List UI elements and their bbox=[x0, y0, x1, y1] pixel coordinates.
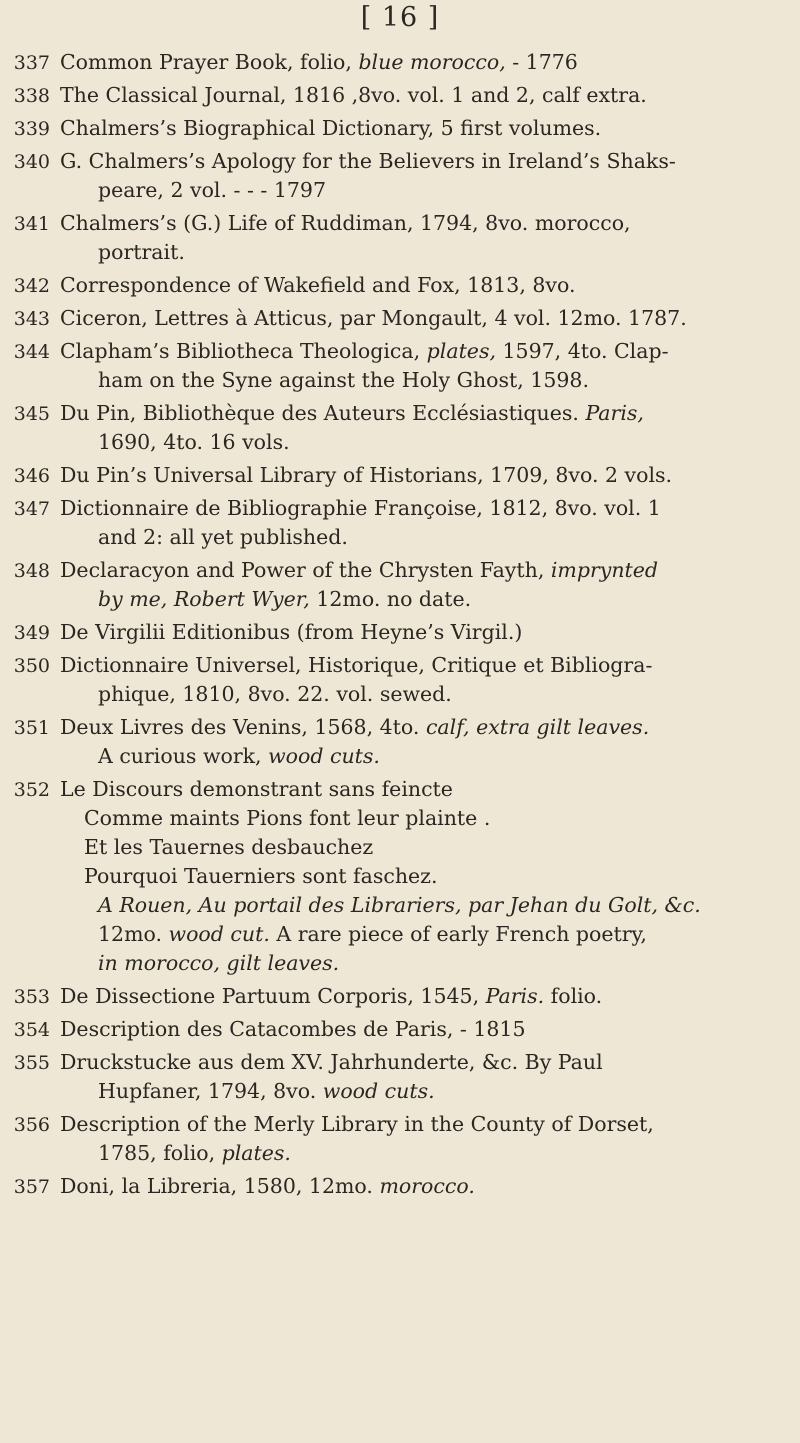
lot-number: 340 bbox=[13, 151, 50, 173]
lot-number: 346 bbox=[13, 465, 50, 487]
catalogue-entry bbox=[0, 1172, 800, 1201]
entry-description bbox=[60, 1048, 790, 1106]
catalogue-entry bbox=[0, 618, 800, 647]
entry-line: Du Pin’s Universal Library of Historians, 1709, 8vo. 2 vols. bbox=[60, 463, 673, 487]
entry-line: by me, Robert Wyer, 12mo. no date. bbox=[98, 587, 472, 611]
entry-line: in morocco, gilt leaves. bbox=[98, 951, 340, 975]
entry-line: Et les Tauernes desbauchez bbox=[84, 835, 374, 859]
entry-description bbox=[60, 982, 790, 1011]
entry-line: Deux Livres des Venins, 1568, 4to. calf, extra gilt leaves. bbox=[60, 715, 650, 739]
lot-number: 350 bbox=[13, 655, 50, 677]
lot-number: 344 bbox=[13, 341, 50, 363]
lot-number: 347 bbox=[13, 498, 50, 520]
entry-description bbox=[60, 271, 790, 300]
entry-line: Dictionnaire de Bibliographie Françoise, 1812, 8vo. vol. 1 bbox=[60, 496, 661, 520]
lot-number: 351 bbox=[13, 717, 50, 739]
catalogue-entry bbox=[0, 399, 800, 457]
entry-line: A curious work, wood cuts. bbox=[98, 744, 380, 768]
entry-description bbox=[60, 494, 790, 552]
catalogue-entry bbox=[0, 1015, 800, 1044]
lot-number: 343 bbox=[13, 308, 50, 330]
entry-line: Pourquoi Tauerniers sont faschez. bbox=[84, 864, 438, 888]
catalogue-entry bbox=[0, 337, 800, 395]
entry-line: De Dissectione Partuum Corporis, 1545, Paris. folio. bbox=[60, 984, 603, 1008]
entry-line: Correspondence of Wakefield and Fox, 1813, 8vo. bbox=[60, 273, 576, 297]
lot-number: 338 bbox=[13, 85, 50, 107]
entry-description bbox=[60, 713, 790, 771]
catalogue-entry bbox=[0, 651, 800, 709]
entry-line: Le Discours demonstrant sans feincte bbox=[60, 777, 453, 801]
catalogue-entry bbox=[0, 775, 800, 978]
lot-number: 355 bbox=[13, 1052, 50, 1074]
entry-line: Hupfaner, 1794, 8vo. wood cuts. bbox=[98, 1079, 435, 1103]
entry-description bbox=[60, 81, 790, 110]
entry-line: Dictionnaire Universel, Historique, Critique et Bibliogra- bbox=[60, 653, 653, 677]
entry-line: Doni, la Libreria, 1580, 12mo. morocco. bbox=[60, 1174, 475, 1198]
entry-line: G. Chalmers’s Apology for the Believers in Ireland’s Shaks- bbox=[60, 149, 676, 173]
entry-description bbox=[60, 399, 790, 457]
catalogue-entry bbox=[0, 271, 800, 300]
catalogue-entry bbox=[0, 48, 800, 77]
entry-line: 12mo. wood cut. A rare piece of early French poetry, bbox=[98, 922, 647, 946]
entry-line: peare, 2 vol. - - - 1797 bbox=[98, 178, 327, 202]
entry-line: Common Prayer Book, folio, blue morocco, - 1776 bbox=[60, 50, 578, 74]
lot-number: 341 bbox=[13, 213, 50, 235]
entry-line: and 2: all yet published. bbox=[98, 525, 348, 549]
entry-line: phique, 1810, 8vo. 22. vol. sewed. bbox=[98, 682, 452, 706]
entry-line: Declaracyon and Power of the Chrysten Fayth, imprynted bbox=[60, 558, 659, 582]
lot-number: 348 bbox=[13, 560, 50, 582]
catalogue-entry bbox=[0, 713, 800, 771]
entry-description bbox=[60, 304, 790, 333]
entry-line: Description des Catacombes de Paris, - 1815 bbox=[60, 1017, 526, 1041]
entry-line: 1690, 4to. 16 vols. bbox=[98, 430, 290, 454]
catalogue-entry bbox=[0, 461, 800, 490]
lot-number: 349 bbox=[13, 622, 50, 644]
entry-line: Clapham’s Bibliotheca Theologica, plates, 1597, 4to. Clap- bbox=[60, 339, 669, 363]
catalogue-entry bbox=[0, 982, 800, 1011]
lot-number: 357 bbox=[13, 1176, 50, 1198]
entry-description bbox=[60, 461, 790, 490]
entry-description bbox=[60, 775, 790, 978]
entry-description bbox=[60, 209, 790, 267]
lot-number: 352 bbox=[13, 779, 50, 801]
entry-line: The Classical Journal, 1816 ,8vo. vol. 1 and 2, calf extra. bbox=[60, 83, 647, 107]
entry-description bbox=[60, 147, 790, 205]
lot-number: 353 bbox=[13, 986, 50, 1008]
entry-description bbox=[60, 48, 790, 77]
catalogue-entry bbox=[0, 1048, 800, 1106]
page-number: [ 16 ] bbox=[360, 2, 440, 33]
catalogue-entry bbox=[0, 114, 800, 143]
entry-line: 1785, folio, plates. bbox=[98, 1141, 291, 1165]
entry-description bbox=[60, 556, 790, 614]
entry-line: Comme maints Pions font leur plainte . bbox=[84, 806, 491, 830]
entry-description bbox=[60, 1015, 790, 1044]
catalogue-entry bbox=[0, 209, 800, 267]
catalogue-entry bbox=[0, 81, 800, 110]
lot-number: 337 bbox=[13, 52, 50, 74]
catalogue-entry bbox=[0, 147, 800, 205]
entry-line: Druckstucke aus dem XV. Jahrhunderte, &c. By Paul bbox=[60, 1050, 603, 1074]
lot-number: 339 bbox=[13, 118, 50, 140]
entry-description bbox=[60, 618, 790, 647]
lot-number: 356 bbox=[13, 1114, 50, 1136]
catalogue-entry bbox=[0, 304, 800, 333]
entry-line: Chalmers’s Biographical Dictionary, 5 first volumes. bbox=[60, 116, 602, 140]
entry-line: portrait. bbox=[98, 240, 185, 264]
entry-line: Chalmers’s (G.) Life of Ruddiman, 1794, 8vo. morocco, bbox=[60, 211, 631, 235]
entry-description bbox=[60, 1172, 790, 1201]
lot-number: 345 bbox=[13, 403, 50, 425]
entry-description bbox=[60, 114, 790, 143]
entry-line: Description of the Merly Library in the County of Dorset, bbox=[60, 1112, 654, 1136]
lot-number: 354 bbox=[13, 1019, 50, 1041]
entry-description bbox=[60, 1110, 790, 1168]
entry-line: Ciceron, Lettres à Atticus, par Mongault, 4 vol. 12mo. 1787. bbox=[60, 306, 687, 330]
entry-line: A Rouen, Au portail des Librariers, par Jehan du Golt, &c. bbox=[98, 893, 701, 917]
catalogue-entry bbox=[0, 556, 800, 614]
catalogue-entry bbox=[0, 494, 800, 552]
entry-description bbox=[60, 337, 790, 395]
entry-description bbox=[60, 651, 790, 709]
entry-line: De Virgilii Editionibus (from Heyne’s Virgil.) bbox=[60, 620, 523, 644]
entry-line: ham on the Syne against the Holy Ghost, 1598. bbox=[98, 368, 589, 392]
entry-line: Du Pin, Bibliothèque des Auteurs Ecclésiastiques. Paris, bbox=[60, 401, 644, 425]
catalogue-list bbox=[0, 48, 800, 1205]
catalogue-entry bbox=[0, 1110, 800, 1168]
lot-number: 342 bbox=[13, 275, 50, 297]
